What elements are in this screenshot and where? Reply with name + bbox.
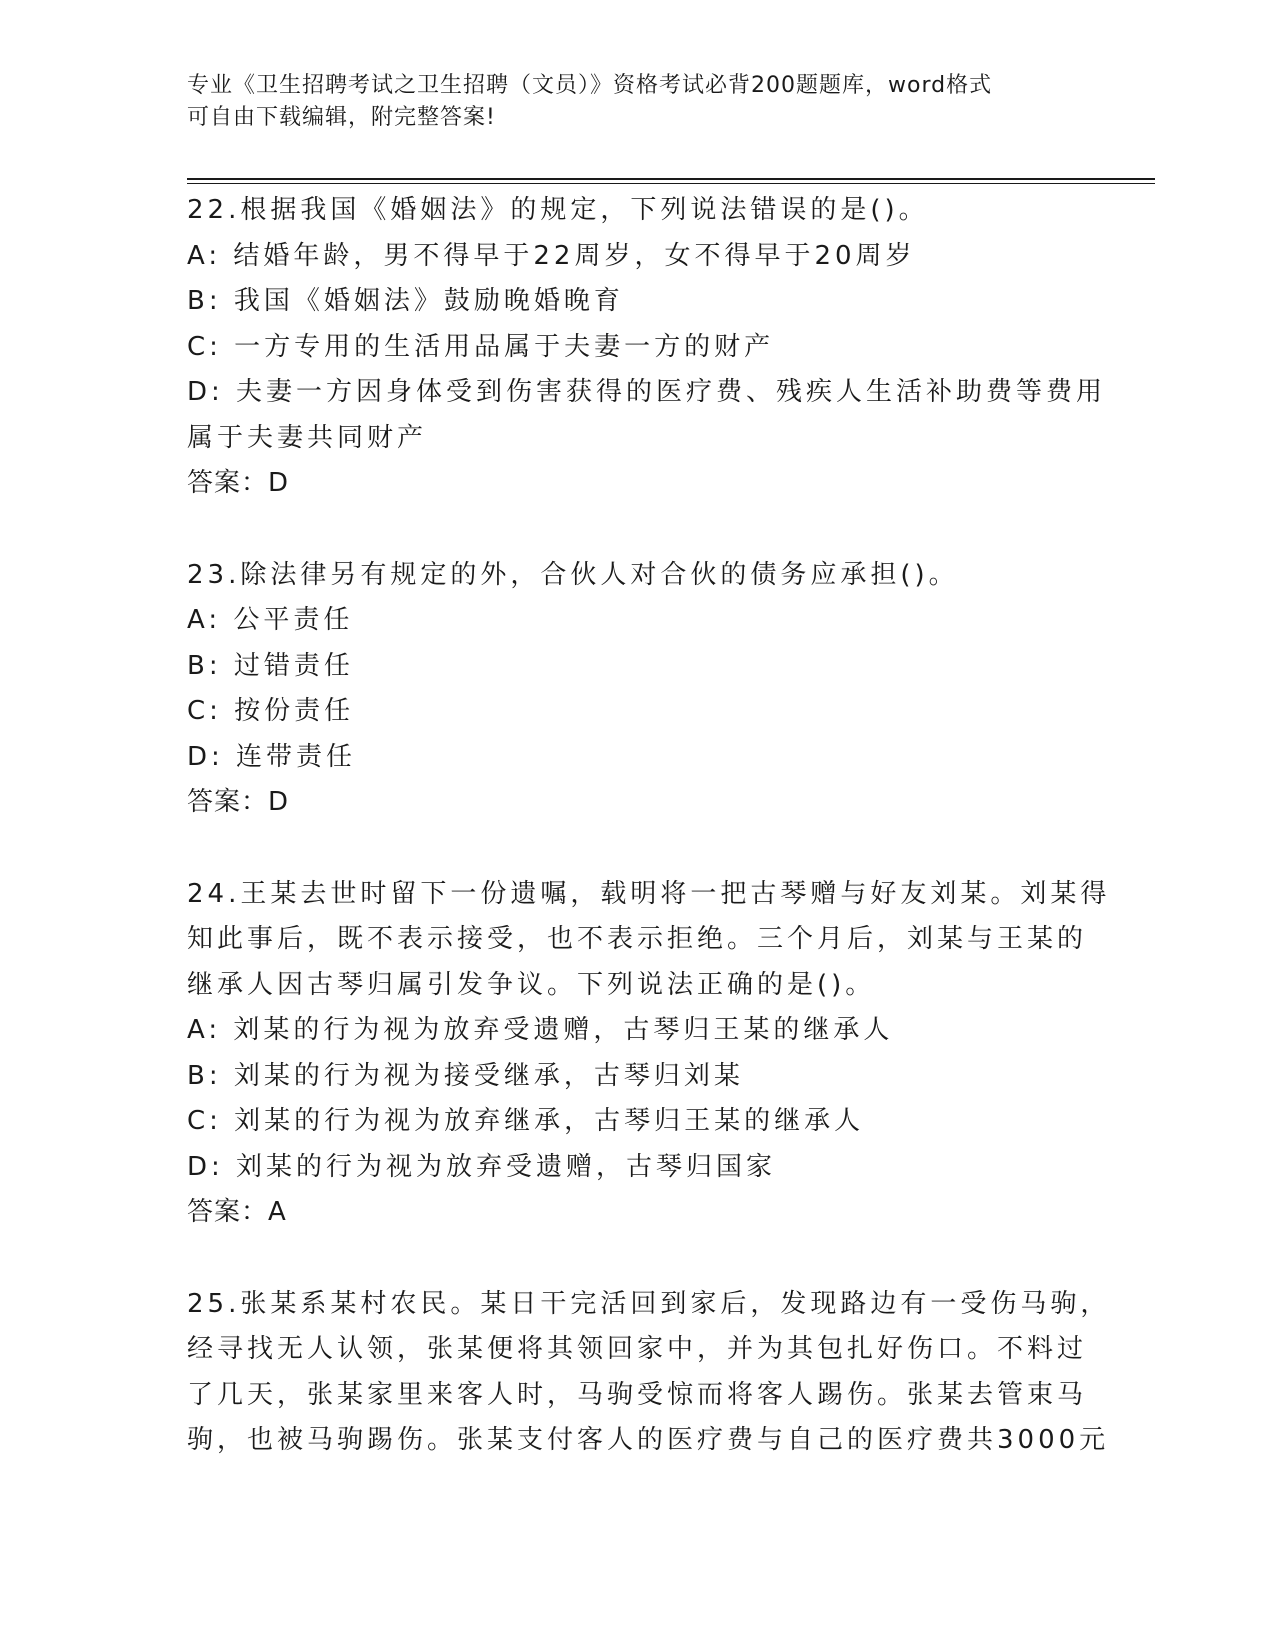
option-line: D: 刘某的行为视为放弃受遗赠，古琴归国家 (187, 1151, 777, 1182)
question-stem-line: 24.王某去世时留下一份遗嘱，载明将一把古琴赠与好友刘某。刘某得 (187, 878, 1111, 909)
header-line-2: 可自由下载编辑，附完整答案! (187, 105, 496, 130)
option-line: A: 结婚年龄，男不得早于22周岁，女不得早于20周岁 (187, 240, 916, 271)
question-block (187, 188, 1107, 507)
document-page (187, 0, 1157, 1650)
question-block (187, 872, 1111, 1236)
option-line: B: 刘某的行为视为接受继承，古琴归刘某 (187, 1060, 744, 1091)
option-line: D: 夫妻一方因身体受到伤害获得的医疗费、残疾人生活补助费等费用 (187, 377, 1107, 407)
header-rule-thick (187, 178, 1155, 180)
answer-line: 答案：D (187, 787, 290, 817)
question-spacer (187, 507, 1087, 553)
header-line-1: 专业《卫生招聘考试之卫生招聘（文员）》资格考试必背200题题库，word格式 (187, 73, 993, 98)
answer-line: 答案：A (187, 1197, 287, 1227)
option-line: A: 公平责任 (187, 605, 354, 635)
option-line: A: 刘某的行为视为放弃受遗赠，古琴归王某的继承人 (187, 1015, 894, 1045)
option-line: C: 按份责任 (187, 696, 355, 726)
question-block (187, 553, 1087, 826)
question-stem-line: 经寻找无人认领，张某便将其领回家中，并为其包扎好伤口。不料过 (187, 1334, 1088, 1364)
option-line: C: 刘某的行为视为放弃继承，古琴归王某的继承人 (187, 1106, 865, 1136)
option-line: B: 我国《婚姻法》鼓励晚婚晚育 (187, 286, 624, 316)
option-line: D: 连带责任 (187, 741, 357, 772)
question-block (187, 1282, 1111, 1464)
option-line: 属于夫妻共同财产 (187, 422, 428, 453)
question-stem-line: 22.根据我国《婚姻法》的规定，下列说法错误的是()。 (187, 195, 929, 225)
option-line: B: 过错责任 (187, 650, 354, 681)
question-spacer (187, 1236, 1087, 1282)
header-rule-thin (187, 183, 1155, 184)
question-stem-line: 23.除法律另有规定的外，合伙人对合伙的债务应承担()。 (187, 559, 959, 590)
document-header (187, 70, 1067, 134)
question-spacer (187, 826, 1087, 872)
answer-line: 答案：D (187, 468, 290, 498)
question-list (187, 188, 1111, 1464)
question-stem-line: 继承人因古琴归属引发争议。下列说法正确的是()。 (187, 969, 876, 1000)
question-stem-line: 驹，也被马驹踢伤。张某支付客人的医疗费与自己的医疗费共3000元 (187, 1425, 1110, 1455)
option-line: C: 一方专用的生活用品属于夫妻一方的财产 (187, 331, 775, 362)
question-stem-line: 25.张某系某村农民。某日干完活回到家后，发现路边有一受伤马驹， (187, 1288, 1111, 1319)
question-stem-line: 了几天，张某家里来客人时，马驹受惊而将客人踢伤。张某去管束马 (187, 1379, 1088, 1410)
question-stem-line: 知此事后，既不表示接受，也不表示拒绝。三个月后，刘某与王某的 (187, 924, 1088, 954)
